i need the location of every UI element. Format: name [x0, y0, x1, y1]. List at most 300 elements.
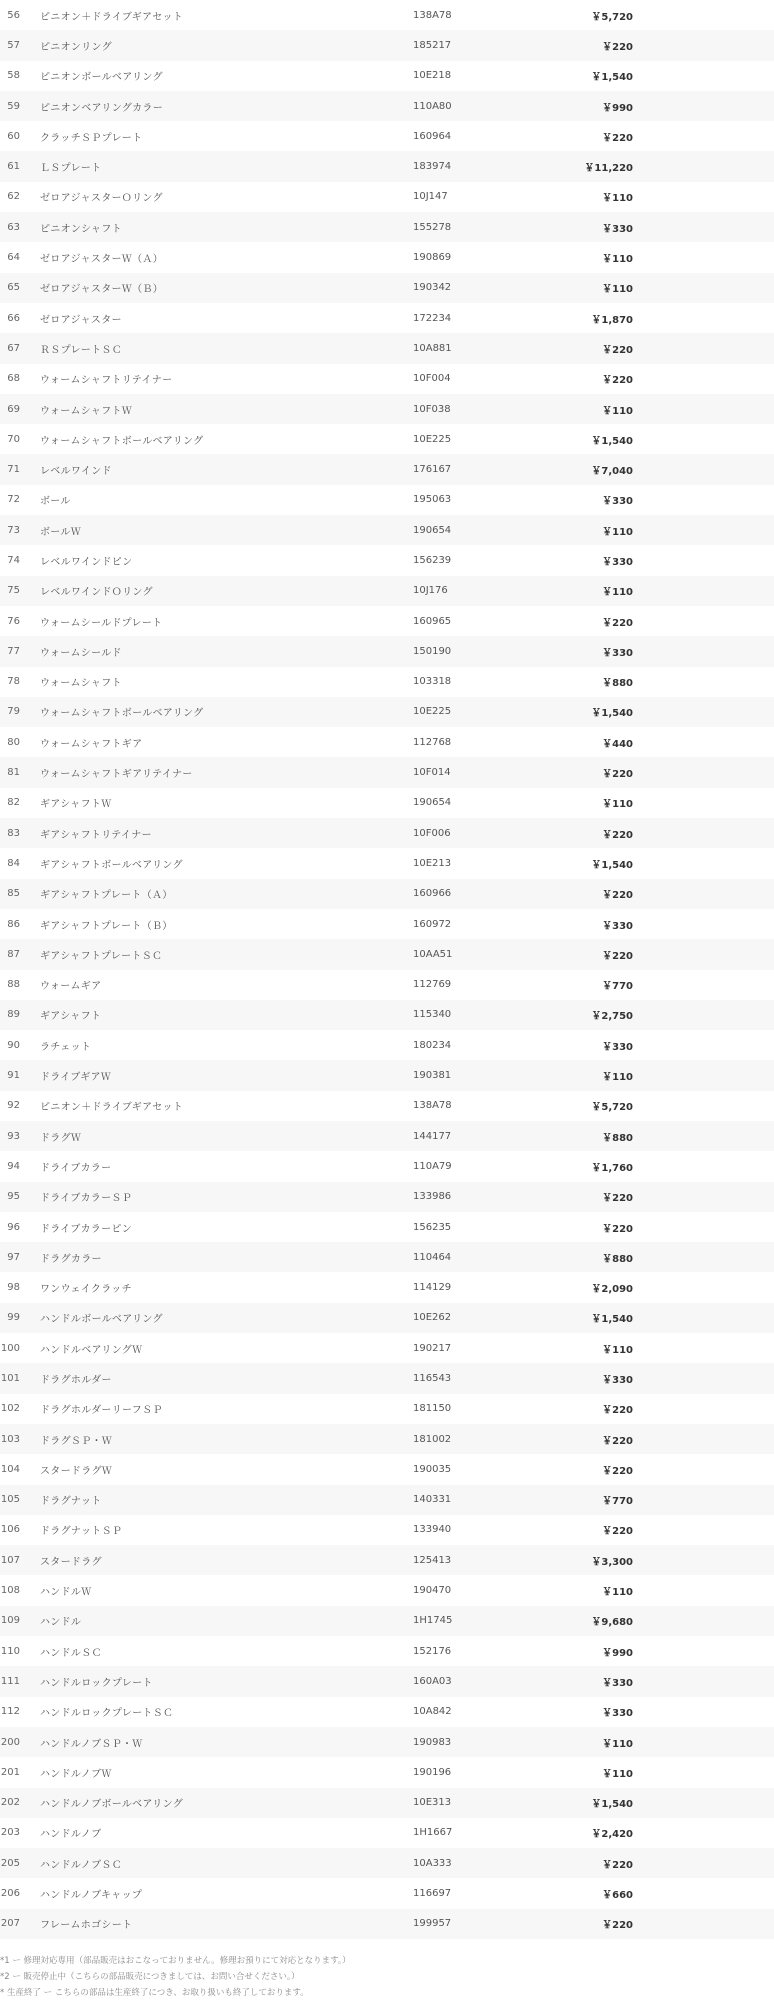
- part-price: ￥330: [602, 1041, 633, 1053]
- part-price: ￥2,420: [591, 1829, 633, 1841]
- part-number: 66: [7, 312, 20, 324]
- part-number: 75: [7, 585, 20, 597]
- part-number: 205: [0, 1857, 20, 1869]
- table-row: [0, 91, 774, 121]
- part-price: ￥2,750: [591, 1011, 633, 1023]
- part-number: 100: [0, 1342, 20, 1354]
- part-name: ギアシャフトリテイナー: [40, 829, 152, 841]
- part-code: 183974: [413, 161, 452, 173]
- table-row: [0, 1000, 774, 1030]
- part-price: ￥220: [602, 132, 633, 144]
- part-price: ￥1,870: [591, 314, 633, 326]
- table-row: [0, 818, 774, 848]
- part-price: ￥110: [602, 405, 633, 417]
- part-code: 10E262: [413, 1312, 452, 1324]
- part-number: 72: [7, 494, 20, 506]
- table-row: [0, 1333, 774, 1363]
- part-number: 89: [7, 1009, 20, 1021]
- part-price: ￥880: [602, 1132, 633, 1144]
- part-code: 10AA51: [413, 948, 453, 960]
- part-code: 150190: [413, 645, 452, 657]
- part-number: 99: [7, 1312, 20, 1324]
- part-number: 111: [0, 1675, 20, 1687]
- table-row: [0, 1878, 774, 1908]
- part-name: ハンドルノブ: [40, 1829, 102, 1841]
- part-price: ￥880: [602, 1253, 633, 1265]
- part-code: 10A881: [413, 342, 452, 354]
- table-row: [0, 273, 774, 303]
- part-number: 71: [7, 464, 20, 476]
- part-price: ￥110: [602, 1587, 633, 1599]
- part-code: 10A333: [413, 1857, 452, 1869]
- part-price: ￥110: [602, 1344, 633, 1356]
- part-number: 98: [7, 1282, 20, 1294]
- part-code: 110A79: [413, 1160, 452, 1172]
- part-number: 60: [7, 130, 20, 142]
- part-price: ￥990: [602, 102, 633, 114]
- part-number: 84: [7, 857, 20, 869]
- part-code: 160965: [413, 615, 452, 627]
- part-name: フレームホゴシート: [40, 1920, 133, 1932]
- part-name: ドラグホルダー: [40, 1375, 112, 1386]
- part-number: 67: [7, 342, 20, 354]
- part-code: 156235: [413, 1221, 452, 1233]
- part-name: ウォームギア: [40, 981, 102, 993]
- part-code: 115340: [413, 1009, 452, 1021]
- table-row: [0, 485, 774, 515]
- part-code: 190381: [413, 1070, 452, 1082]
- part-name: ゼロアジャスターＷ（Ａ）: [40, 254, 163, 266]
- part-code: 10E218: [413, 70, 452, 82]
- part-price: ￥220: [602, 950, 633, 962]
- part-code: 160964: [413, 130, 452, 142]
- part-number: 62: [7, 191, 20, 203]
- table-row: [0, 970, 774, 1000]
- part-name: ＲＳプレートＳＣ: [40, 344, 122, 356]
- table-row: [0, 1666, 774, 1696]
- part-number: 108: [0, 1585, 20, 1597]
- part-number: 69: [7, 403, 20, 415]
- part-code: 152176: [413, 1645, 452, 1657]
- part-price: ￥1,540: [591, 1314, 633, 1326]
- table-row: [0, 1363, 774, 1393]
- part-name: ハンドルノブＳＣ: [40, 1859, 122, 1871]
- part-price: ￥220: [602, 1859, 633, 1871]
- part-name: ゼロアジャスター: [40, 314, 122, 326]
- part-price: ￥3,300: [591, 1556, 633, 1568]
- part-name: ハンドルボールベアリング: [40, 1314, 163, 1326]
- table-row: [0, 909, 774, 939]
- part-code: 160972: [413, 918, 452, 930]
- part-price: ￥220: [602, 41, 633, 53]
- table-row: [0, 1242, 774, 1272]
- part-name: ハンドルノブボールベアリング: [40, 1799, 183, 1811]
- table-row: [0, 424, 774, 454]
- part-number: 80: [7, 736, 20, 748]
- part-number: 57: [7, 39, 20, 51]
- part-code: 10F004: [413, 373, 451, 385]
- part-code: 190869: [413, 252, 452, 264]
- part-price: ￥330: [602, 1677, 633, 1689]
- part-number: 78: [7, 676, 20, 688]
- table-row: [0, 1575, 774, 1605]
- part-code: 10A842: [413, 1706, 452, 1718]
- footnotes: [0, 1939, 774, 2001]
- table-row: [0, 545, 774, 575]
- table-row: [0, 1515, 774, 1545]
- table-row: [0, 61, 774, 91]
- table-row: [0, 454, 774, 484]
- part-name: ピニオン＋ドライブギアセット: [40, 1102, 184, 1114]
- part-code: 133986: [413, 1191, 452, 1203]
- part-name: ドラグナットＳＰ: [40, 1526, 123, 1538]
- part-name: ピニオンリング: [40, 41, 112, 53]
- part-number: 70: [7, 433, 20, 445]
- part-name: ウォームシャフトボールベアリング: [40, 435, 204, 447]
- table-row: [0, 757, 774, 787]
- table-row: [0, 1545, 774, 1575]
- part-code: 190470: [413, 1585, 452, 1597]
- part-price: ￥5,720: [591, 1102, 633, 1114]
- table-row: [0, 1697, 774, 1727]
- footnote-1: *1 ー 修理対応専用（部品販売はおこなっておりません。修理お預りにて対応となります。）: [0, 1956, 351, 1966]
- part-code: 10E225: [413, 706, 452, 718]
- part-name: レベルワインドＯリング: [40, 587, 153, 599]
- table-row: [0, 879, 774, 909]
- part-code: 190196: [413, 1766, 452, 1778]
- part-name: クラッチＳＰプレート: [40, 132, 143, 144]
- part-name: ドライブカラー: [40, 1162, 112, 1174]
- part-price: ￥660: [602, 1890, 633, 1902]
- part-name: ハンドルロックプレート: [40, 1677, 153, 1689]
- part-price: ￥990: [602, 1647, 633, 1659]
- part-price: ￥880: [602, 678, 633, 690]
- part-price: ￥1,540: [591, 859, 633, 871]
- part-number: 112: [0, 1706, 20, 1718]
- part-name: ハンドルロックプレートＳＣ: [40, 1708, 174, 1720]
- part-price: ￥220: [602, 829, 633, 841]
- part-number: 86: [7, 918, 20, 930]
- part-code: 199957: [413, 1918, 452, 1930]
- part-price: ￥11,220: [584, 163, 633, 175]
- part-code: 181002: [413, 1433, 452, 1445]
- part-name: ドライブカラーＳＰ: [40, 1193, 132, 1205]
- part-code: 144177: [413, 1130, 452, 1142]
- table-row: [0, 1272, 774, 1302]
- part-price: ￥220: [602, 890, 633, 902]
- part-name: ハンドル: [40, 1617, 82, 1629]
- table-row: [0, 1303, 774, 1333]
- table-row: [0, 1424, 774, 1454]
- table-row: [0, 1818, 774, 1848]
- table-row: [0, 1727, 774, 1757]
- part-price: ￥1,540: [591, 435, 633, 447]
- part-number: 81: [7, 767, 20, 779]
- part-code: 190983: [413, 1736, 452, 1748]
- part-name: ドライブギアＷ: [40, 1072, 112, 1084]
- part-number: 109: [0, 1615, 20, 1627]
- part-name: ウォームシャフトギアリテイナー: [40, 769, 193, 781]
- part-code: 133940: [413, 1524, 452, 1536]
- part-price: ￥1,540: [591, 1799, 633, 1811]
- part-number: 101: [0, 1373, 20, 1384]
- table-row: [0, 1606, 774, 1636]
- part-code: 155278: [413, 221, 452, 233]
- part-code: 125413: [413, 1554, 452, 1566]
- part-number: 96: [7, 1221, 20, 1233]
- part-number: 87: [7, 948, 20, 960]
- part-code: 10F014: [413, 767, 451, 779]
- part-number: 65: [7, 282, 20, 294]
- part-code: 156239: [413, 554, 452, 566]
- part-price: ￥220: [602, 1435, 633, 1447]
- part-price: ￥110: [602, 254, 633, 266]
- part-number: 68: [7, 373, 20, 385]
- table-row: [0, 333, 774, 363]
- part-number: 77: [7, 645, 20, 657]
- part-name: ハンドルノブＳＰ・Ｗ: [40, 1738, 143, 1750]
- part-number: 61: [7, 161, 20, 173]
- part-number: 95: [7, 1191, 20, 1203]
- part-number: 56: [7, 9, 20, 21]
- part-name: スタードラグ: [40, 1556, 102, 1568]
- part-code: 10E225: [413, 433, 452, 445]
- part-price: ￥330: [602, 223, 633, 235]
- part-name: スタードラグＷ: [40, 1465, 113, 1477]
- part-price: ￥220: [602, 375, 633, 387]
- part-code: 10J176: [413, 585, 448, 597]
- table-row: [0, 151, 774, 181]
- part-number: 63: [7, 221, 20, 233]
- part-price: ￥110: [602, 193, 633, 205]
- part-code: 190035: [413, 1463, 452, 1475]
- part-number: 105: [0, 1494, 20, 1506]
- table-row: [0, 727, 774, 757]
- part-number: 91: [7, 1070, 20, 1082]
- part-code: 160966: [413, 888, 452, 900]
- part-name: ゼロアジャスターＯリング: [40, 193, 163, 205]
- part-price: ￥220: [602, 344, 633, 356]
- part-number: 93: [7, 1130, 20, 1142]
- part-price: ￥110: [602, 587, 633, 599]
- table-row: [0, 1485, 774, 1515]
- part-name: ギアシャフトボールベアリング: [40, 859, 183, 871]
- part-code: 10F006: [413, 827, 451, 839]
- part-code: 190654: [413, 797, 452, 809]
- part-name: ハンドルベアリングＷ: [40, 1344, 143, 1356]
- part-price: ￥110: [602, 284, 633, 296]
- table-row: [0, 1454, 774, 1484]
- part-name: ピニオンシャフト: [40, 223, 122, 235]
- part-price: ￥110: [602, 1072, 633, 1084]
- table-row: [0, 1909, 774, 1939]
- part-code: 103318: [413, 676, 452, 688]
- part-number: 103: [0, 1433, 20, 1445]
- table-row: [0, 1848, 774, 1878]
- part-name: ウォームシールド: [40, 647, 122, 659]
- table-row: [0, 1636, 774, 1666]
- part-number: 201: [0, 1766, 20, 1778]
- part-name: ハンドルＳＣ: [40, 1647, 102, 1659]
- part-price: ￥330: [602, 647, 633, 659]
- part-name: ウォームシャフトＷ: [40, 405, 133, 417]
- part-price: ￥9,680: [591, 1617, 633, 1629]
- table-row: [0, 242, 774, 272]
- part-price: ￥330: [602, 556, 633, 568]
- table-row: [0, 303, 774, 333]
- part-price: ￥110: [602, 526, 633, 538]
- table-row: [0, 576, 774, 606]
- part-name: ドラグＷ: [40, 1132, 82, 1144]
- part-number: 74: [7, 554, 20, 566]
- part-name: ギアシャフトプレートＳＣ: [40, 950, 163, 962]
- part-name: ピニオンベアリングカラー: [40, 102, 163, 114]
- part-price: ￥220: [602, 1193, 633, 1205]
- part-price: ￥220: [602, 769, 633, 781]
- table-row: [0, 1060, 774, 1090]
- part-code: 190342: [413, 282, 452, 294]
- part-price: ￥220: [602, 1526, 633, 1538]
- table-row: [0, 364, 774, 394]
- part-code: 1H1667: [413, 1827, 453, 1839]
- table-row: [0, 212, 774, 242]
- part-price: ￥110: [602, 1768, 633, 1780]
- part-price: ￥220: [602, 617, 633, 629]
- part-number: 207: [0, 1918, 20, 1930]
- part-price: ￥5,720: [591, 11, 633, 23]
- part-price: ￥330: [602, 1708, 633, 1720]
- part-name: ギアシャフトプレート（Ｂ）: [40, 920, 173, 932]
- part-number: 106: [0, 1524, 20, 1536]
- part-name: ウォームシャフトリテイナー: [40, 375, 173, 387]
- part-price: ￥1,540: [591, 72, 633, 84]
- part-code: 172234: [413, 312, 452, 324]
- part-name: ＬＳプレート: [40, 163, 102, 175]
- table-row: [0, 1788, 774, 1818]
- part-name: ラチェット: [40, 1041, 92, 1053]
- table-row: [0, 1394, 774, 1424]
- part-name: ハンドルノブＷ: [40, 1768, 112, 1780]
- part-number: 110: [0, 1645, 20, 1657]
- part-price: ￥110: [602, 799, 633, 811]
- part-name: ウォームシャフト: [40, 678, 122, 690]
- table-row: [0, 1182, 774, 1212]
- part-price: ￥220: [602, 1405, 633, 1417]
- part-code: 112768: [413, 736, 452, 748]
- part-name: ドラグＳＰ・Ｗ: [40, 1435, 113, 1447]
- part-name: ピニオンボールベアリング: [40, 72, 163, 84]
- part-price: ￥220: [602, 1465, 633, 1477]
- part-code: 10J147: [413, 191, 448, 203]
- part-price: ￥7,040: [591, 466, 633, 478]
- part-number: 203: [0, 1827, 20, 1839]
- part-code: 10E213: [413, 857, 452, 869]
- part-name: レベルワインド: [40, 466, 112, 478]
- part-name: ドライブカラーピン: [40, 1223, 132, 1235]
- part-code: 176167: [413, 464, 452, 476]
- part-price: ￥110: [602, 1738, 633, 1750]
- part-code: 114129: [413, 1282, 452, 1294]
- footnote-2: *2 ー 販売停止中（こちらの部品販売につきましては、お問い合せください。）: [0, 1972, 300, 1982]
- part-number: 200: [0, 1736, 20, 1748]
- table-row: [0, 697, 774, 727]
- table-row: [0, 939, 774, 969]
- part-number: 94: [7, 1160, 20, 1172]
- part-code: 112769: [413, 979, 452, 991]
- table-row: [0, 1151, 774, 1181]
- part-price: ￥770: [602, 1496, 633, 1508]
- part-code: 110A80: [413, 100, 452, 112]
- part-name: ドラグナット: [40, 1496, 102, 1508]
- table-row: [0, 394, 774, 424]
- table-row: [0, 0, 774, 30]
- part-name: ハンドルＷ: [40, 1587, 92, 1599]
- part-name: ギアシャフト: [40, 1011, 102, 1023]
- part-name: ドラグホルダーリーフＳＰ: [40, 1405, 163, 1417]
- table-row: [0, 636, 774, 666]
- part-number: 85: [7, 888, 20, 900]
- part-code: 181150: [413, 1403, 452, 1415]
- footnote-3: * 生産終了 ー こちらの部品は生産終了につき、お取り扱いも終了しております。: [0, 1988, 309, 1998]
- part-name: レベルワインドピン: [40, 556, 133, 568]
- part-name: ウォームシールドプレート: [40, 617, 163, 629]
- part-name: ウォームシャフトギア: [40, 738, 143, 750]
- part-name: ハンドルノブキャップ: [40, 1890, 143, 1902]
- part-name: ギアシャフトＷ: [40, 799, 112, 811]
- part-name: ドラグカラー: [40, 1253, 102, 1265]
- part-number: 76: [7, 615, 20, 627]
- part-name: ボールＷ: [40, 526, 81, 538]
- part-number: 202: [0, 1797, 20, 1809]
- part-code: 180234: [413, 1039, 452, 1051]
- part-number: 97: [7, 1251, 20, 1263]
- part-number: 92: [7, 1100, 20, 1112]
- table-row: [0, 848, 774, 878]
- part-code: 190654: [413, 524, 452, 536]
- table-row: [0, 1091, 774, 1121]
- part-code: 116697: [413, 1888, 452, 1900]
- part-number: 107: [0, 1554, 20, 1566]
- part-number: 82: [7, 797, 20, 809]
- part-number: 59: [7, 100, 20, 112]
- part-name: ピニオン＋ドライブギアセット: [40, 11, 184, 23]
- part-price: ￥770: [602, 981, 633, 993]
- table-row: [0, 1121, 774, 1151]
- part-price: ￥1,760: [591, 1162, 633, 1174]
- part-number: 83: [7, 827, 20, 839]
- part-name: ボール: [40, 496, 71, 508]
- part-number: 88: [7, 979, 20, 991]
- part-code: 185217: [413, 39, 452, 51]
- part-number: 58: [7, 70, 20, 82]
- part-number: 102: [0, 1403, 20, 1415]
- part-name: ワンウェイクラッチ: [40, 1284, 132, 1296]
- table-row: [0, 515, 774, 545]
- table-row: [0, 606, 774, 636]
- part-code: 1H1745: [413, 1615, 453, 1627]
- part-price: ￥440: [602, 738, 633, 750]
- part-code: 195063: [413, 494, 452, 506]
- part-name: ギアシャフトプレート（Ａ）: [40, 890, 173, 902]
- part-number: 73: [7, 524, 20, 536]
- part-code: 10E313: [413, 1797, 452, 1809]
- part-price: ￥220: [602, 1223, 633, 1235]
- part-number: 104: [0, 1463, 20, 1475]
- part-number: 206: [0, 1888, 20, 1900]
- part-price: ￥1,540: [591, 708, 633, 720]
- part-code: 138A78: [413, 9, 452, 21]
- part-price: ￥220: [602, 1920, 633, 1932]
